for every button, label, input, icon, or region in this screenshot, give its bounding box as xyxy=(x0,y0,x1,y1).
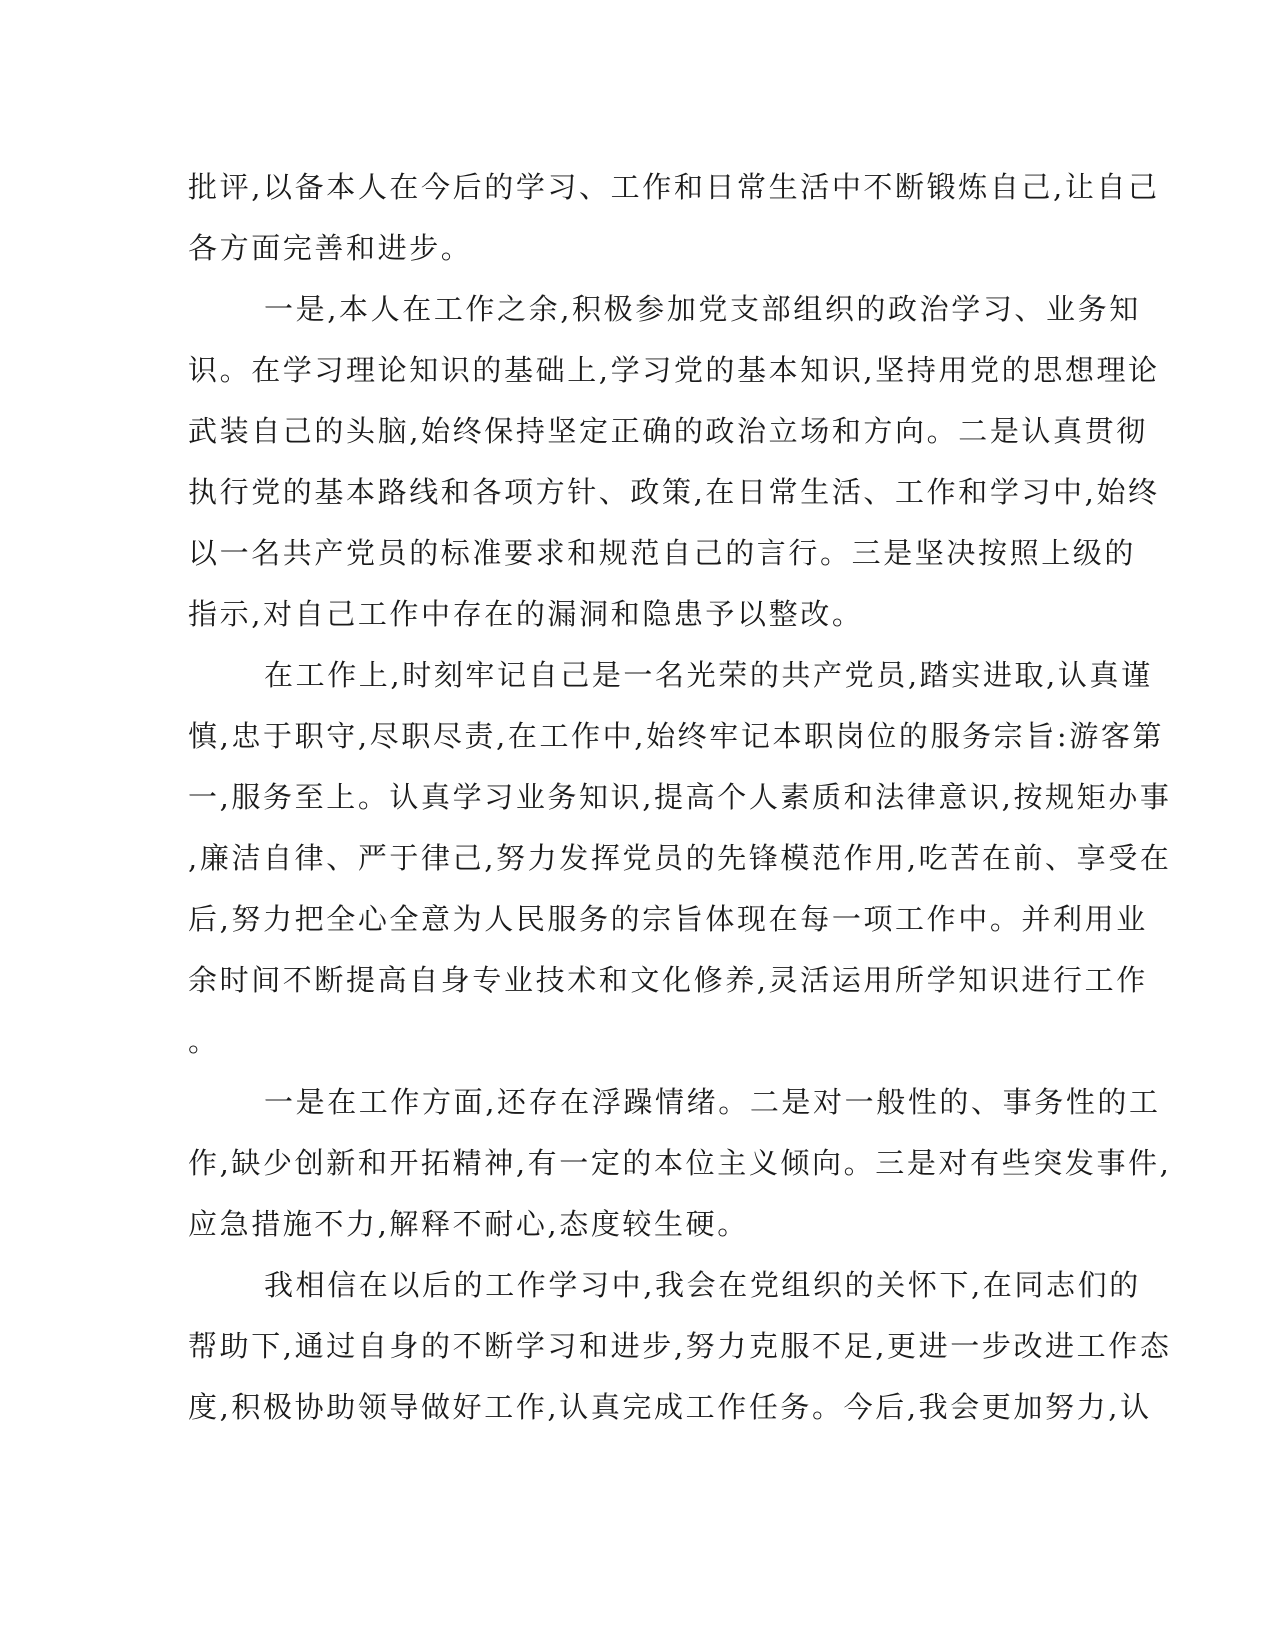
paragraph xyxy=(188,1072,1172,1255)
paragraph-line: 余时间不断提高自身专业技术和文化修养,灵活运用所学知识进行工作 xyxy=(188,963,1148,997)
paragraph-line: 一,服务至上。认真学习业务知识,提高个人素质和法律意识,按规矩办事 xyxy=(188,780,1172,814)
paragraph-line: 武装自己的头脑,始终保持坚定正确的政治立场和方向。二是认真贯彻 xyxy=(188,414,1148,448)
paragraph-line: 应急措施不力,解释不耐心,态度较生硬。 xyxy=(188,1207,749,1241)
paragraph-line: 。 xyxy=(188,1024,220,1058)
paragraph-line: 度,积极协助领导做好工作,认真完成工作任务。今后,我会更加努力,认 xyxy=(188,1390,1152,1424)
paragraph-line: 我相信在以后的工作学习中,我会在党组织的关怀下,在同志们的 xyxy=(264,1268,1141,1302)
paragraph-line: 各方面完善和进步。 xyxy=(188,231,473,265)
paragraph-line: 执行党的基本路线和各项方针、政策,在日常生活、工作和学习中,始终 xyxy=(188,475,1160,509)
paragraph xyxy=(188,1255,1172,1438)
paragraph-line: 指示,对自己工作中存在的漏洞和隐患予以整改。 xyxy=(188,597,864,631)
paragraph-line: 慎,忠于职守,尽职尽责,在工作中,始终牢记本职岗位的服务宗旨:游客第 xyxy=(188,719,1165,753)
paragraph-line: 作,缺少创新和开拓精神,有一定的本位主义倾向。三是对有些突发事件, xyxy=(188,1146,1172,1180)
paragraph-line: 批评,以备本人在今后的学习、工作和日常生活中不断锻炼自己,让自己 xyxy=(188,170,1160,204)
paragraph-line: 在工作上,时刻牢记自己是一名光荣的共产党员,踏实进取,认真谨 xyxy=(264,658,1153,692)
document-body xyxy=(188,157,1172,1438)
paragraph-line: 以一名共产党员的标准要求和规范自己的言行。三是坚决按照上级的 xyxy=(188,536,1137,570)
paragraph xyxy=(188,645,1172,1072)
paragraph xyxy=(188,157,1160,279)
paragraph-line: 一是在工作方面,还存在浮躁情绪。二是对一般性的、事务性的工 xyxy=(264,1085,1161,1119)
paragraph-line: 一是,本人在工作之余,积极参加党支部组织的政治学习、业务知 xyxy=(264,292,1141,326)
paragraph-line: 后,努力把全心全意为人民服务的宗旨体现在每一项工作中。并利用业 xyxy=(188,902,1148,936)
paragraph-line: 识。在学习理论知识的基础上,学习党的基本知识,坚持用党的思想理论 xyxy=(188,353,1160,387)
paragraph xyxy=(188,279,1160,645)
paragraph-line: ,廉洁自律、严于律己,努力发挥党员的先锋模范作用,吃苦在前、享受在 xyxy=(188,841,1172,875)
paragraph-line: 帮助下,通过自身的不断学习和进步,努力克服不足,更进一步改进工作态 xyxy=(188,1329,1172,1363)
